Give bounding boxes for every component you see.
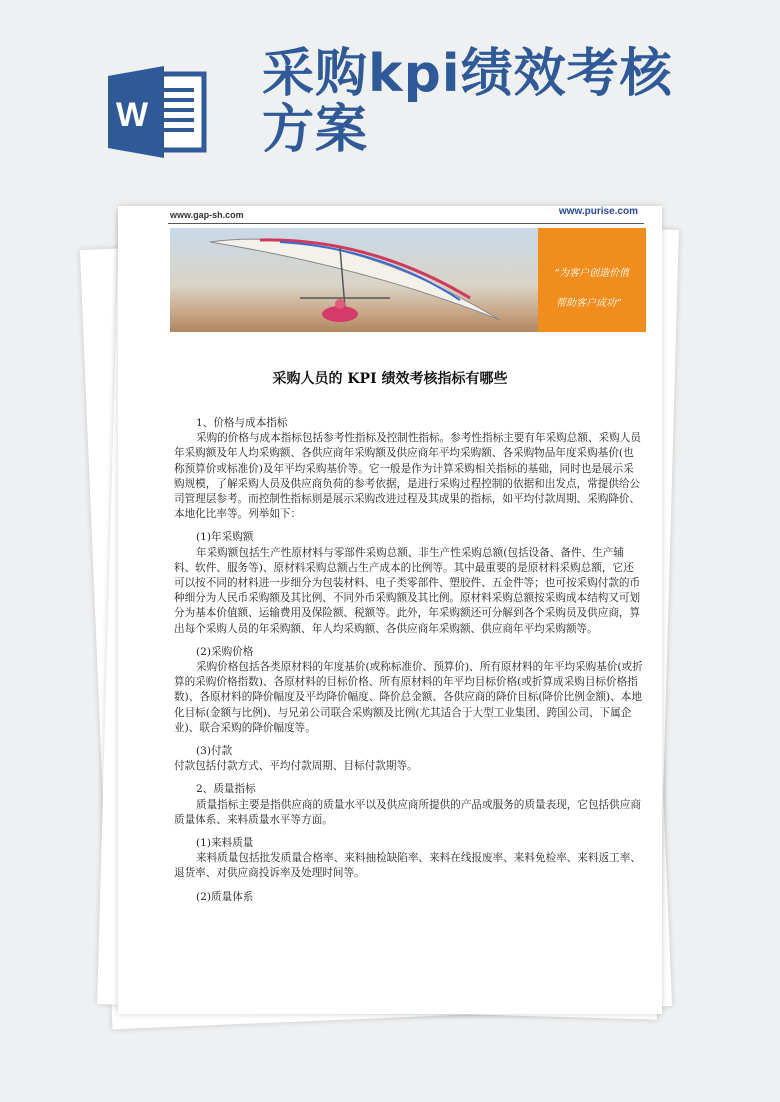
slogan-panel [538,228,646,332]
page-title: 采购kpi绩效考核方案 [262,44,673,160]
section-heading: 1、价格与成本指标 [196,417,288,429]
paragraph: 采购的价格与成本指标包括参考性指标及控制性指标。参考性指标主要有年采购总额、采购人员年采购额及年人均采购额、各供应商年采购额及供应商年平均采购额、各采购物品年度采购基价(也称预算价或标准价)及年平均采购基价等。它一般是作为计算采购相关指标的基础，同时也是展示采购规模，了解采购人员及供应商负荷的参考依据，是进行采购过程控制的依据和出发点，常提供给公司管理层参考。而控制性指标则是展示采购改进过程及其成果的指标，如平均付款周期、采购降价、本地化比率等。列举如下： [174,432,641,521]
header-right-url: www.purise.com [558,206,638,217]
document-page [118,206,662,1014]
subsection-heading: (1)来料质量 [196,837,254,850]
paragraph: 来料质量包括批发质量合格率、来料抽检缺陷率、来料在线报废率、来料免检率、来料返工率、退货率、对供应商投诉率及处理时间等。 [174,852,641,880]
svg-text:W: W [116,96,149,134]
subsection-heading: (2)质量体系 [196,890,254,903]
section-heading: 2、质量指标 [196,783,256,796]
slogan-line-2: 帮助客户成功” [556,298,622,309]
document-heading: 采购人员的 KPI 绩效考核指标有哪些 [272,371,508,387]
paragraph: 采购价格包括各类原材料的年度基价(或称标准价、预算价)、所有原材料的年平均采购基价(或折算的采购价格指数)、各原材料的目标价格、所有原材料的年平均目标价格(或折算成采购目标价格指数)、各原材料的降价幅度及平均降价幅度、降价总金额、各供应商的降价目标(降价比例金额)、本地化目标(金额与比例)、与兄弟公司联合采购额及比例(尤其适合于大型工业集团、跨国公司、下属企业)、联合采购的降价幅度等。 [174,661,643,734]
subsection-heading: (3)付款 [196,745,233,758]
paragraph: 质量指标主要是指供应商的质量水平以及供应商所提供的产品或服务的质量表现，它包括供应商质量体系、来料质量水平等方面。 [174,798,641,826]
subsection-heading: (1)年采购额 [196,531,254,544]
header-banner-image [170,228,646,332]
paragraph: 付款包括付款方式、平均付款周期、目标付款期等。 [174,760,418,773]
hang-glider-photo [170,228,538,332]
subsection-heading: (2)采购价格 [196,645,254,658]
slogan-line-1: “为客户创造价值 [554,268,630,279]
header-rule [168,223,644,224]
document-body [174,416,644,905]
paragraph: 年采购额包括生产性原材料与零部件采购总额、非生产性采购总额(包括设备、备件、生产辅料、软件、服务等)、原材料采购总额占生产成本的比例等。其中最重要的是原材料采购总额，它还可以按不同的材料进一步细分为包装材料、电子类零部件、塑胶件、五金件等；也可按采购付款的币种细分为人民币采购额及其比例、不同外币采购额及其比例。原材料采购总额按采购成本结构又可划分为基本价值额、运输费用及保险额、税额等。此外，年采购额还可分解到各个采购员及供应商，算出每个采购人员的年采购额、年人均采购额、各供应商年采购额、供应商年平均采购额等。 [174,546,641,635]
word-document-icon [108,66,210,158]
header-left-url: www.gap-sh.com [170,210,244,220]
